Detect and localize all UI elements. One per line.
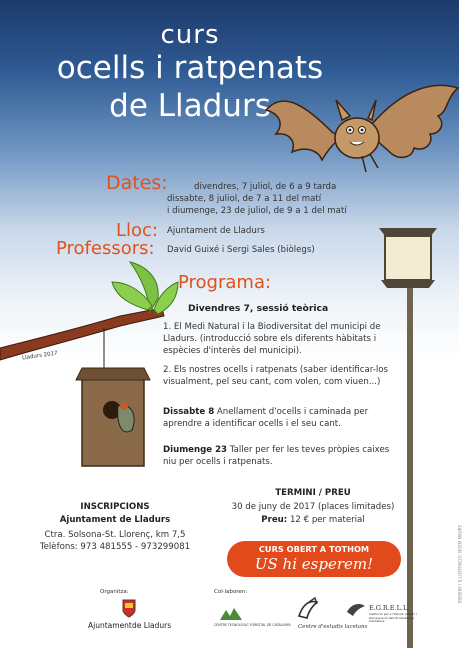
programa-label: Programa: <box>178 272 272 293</box>
professors-label: Professors: <box>56 238 155 259</box>
signature: Lladurs 2017 <box>21 350 59 362</box>
bat-illustration <box>262 72 459 190</box>
lloc-value: Ajuntament de Lladurs <box>167 226 265 236</box>
price-value: 12 € per material <box>289 515 365 525</box>
termini-price <box>218 515 408 527</box>
branch-illustration <box>0 252 180 472</box>
lladurs-coat-of-arms-icon <box>121 598 137 618</box>
termini-head: TERMINI / PREU <box>275 488 351 498</box>
title-sub: de Lladurs <box>109 88 271 124</box>
ctfc-name: CENTRE TECNOLÒGIC FORESTAL DE CATALUNYA <box>214 623 291 627</box>
inscripcions-addr: Ctra. Solsona-St. Llorenç, km 7,5 <box>44 530 186 540</box>
ces-logo-icon <box>295 596 325 622</box>
title-curs: curs <box>160 20 220 50</box>
price-label: Preu: <box>261 515 288 525</box>
inscripcions-org: Ajuntament de Lladurs <box>59 515 171 525</box>
egrell-sub: Institució per a l'Estudi, Gestió i Recuperació dels Ecosistemes Lleidatans <box>369 612 417 624</box>
professors-value: David Guixé i Sergi Sales (biòlegs) <box>167 245 315 255</box>
dates-line-2: dissabte, 8 juliol, de 7 a 11 del matí <box>167 194 322 204</box>
ces-name: Centre d'estudis lacetans <box>298 624 368 630</box>
day3-head: Diumenge 23 <box>163 445 228 455</box>
banner-line1: CURS OBERT A TOTHOM <box>258 544 370 554</box>
lamp-head <box>373 222 443 294</box>
ctfc-logo-icon <box>218 606 244 622</box>
programa-item1: 1. El Medi Natural i la Biodiversitat del municipi de Lladurs. (introducció sobre els diferents hàbitats i espècies d'interès del municipi). <box>163 322 381 356</box>
programa-item2: 2. Els nostres ocells i ratpenats (saber identificar-los visualment, pel seu cant, com volen, com viuen...) <box>163 365 388 387</box>
inscripcions-head: INSCRIPCIONS <box>80 502 150 512</box>
design-credit: DISSENY I IL·LUSTRACIÓ: NOEM MAURE <box>457 525 462 604</box>
egrell-name: E.G.R.E.L.L. <box>369 604 410 612</box>
egrell-bird-icon <box>345 600 367 618</box>
collaboren-label: Col·laboren: <box>214 589 248 595</box>
day2-head: Dissabte 8 <box>163 407 215 417</box>
dates-label: Dates: <box>106 172 168 194</box>
programa-day2 <box>163 406 403 430</box>
title-main: ocells i ratpenats <box>56 50 324 86</box>
banner-line2: US hi esperem! <box>254 555 374 573</box>
organitza-label: Organitza: <box>100 589 129 595</box>
lloc-label: Lloc: <box>116 220 159 241</box>
inscripcions-tel: Telèfons: 973 481555 - 973299081 <box>39 542 191 552</box>
dates-line-3: i diumenge, 23 de juliol, de 9 a 1 del matí <box>167 206 347 216</box>
organitza-name1: Ajuntament <box>88 621 132 630</box>
organitza-name2: de Lladurs <box>132 621 172 630</box>
termini-date: 30 de juny de 2017 (places limitades) <box>231 502 395 512</box>
day3-text: Taller per fer les teves pròpies caixes niu per ocells i ratpenats. <box>163 445 390 467</box>
day2-text: Anellament d'ocells i caminada per aprendre a identificar ocells i el seu cant. <box>163 407 369 429</box>
programa-day1: Divendres 7, sessió teòrica <box>188 303 329 314</box>
lamp-post <box>407 268 413 648</box>
dates-line-1: divendres, 7 juliol, de 6 a 9 tarda <box>194 182 337 192</box>
open-course-banner <box>227 541 401 577</box>
programa-day3 <box>163 444 403 468</box>
